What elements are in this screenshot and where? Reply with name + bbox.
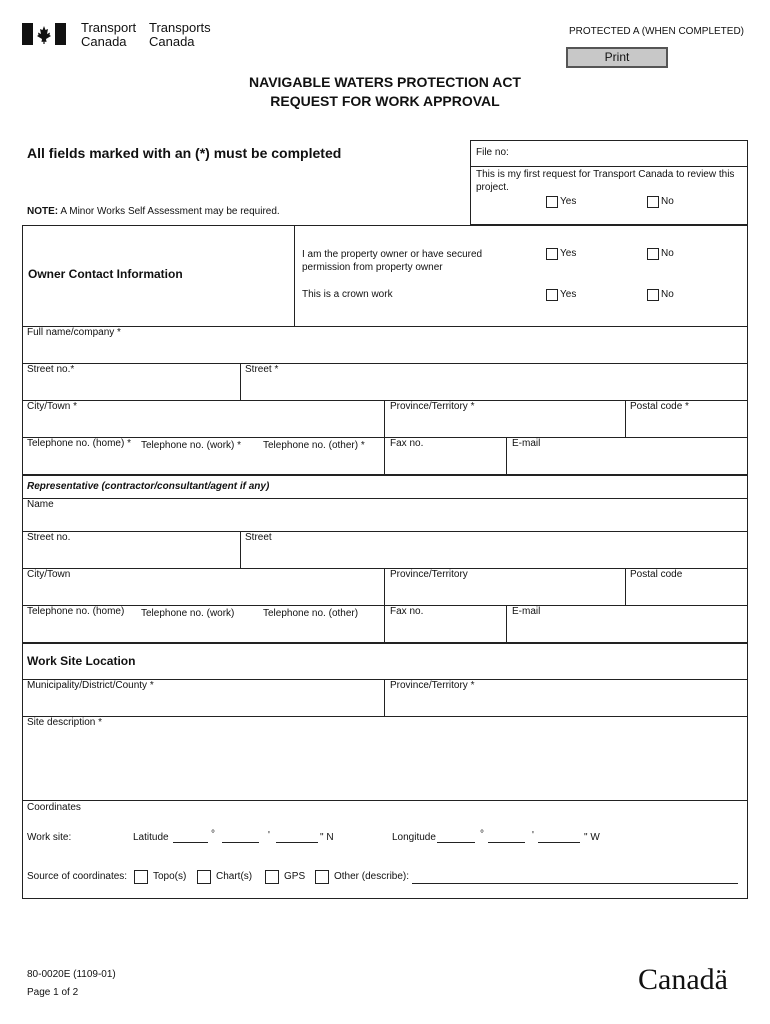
rep-tel-work-label: Telephone no. (work) — [141, 608, 235, 619]
owner-yes-label: Yes — [560, 248, 577, 259]
crown-no-checkbox[interactable] — [647, 289, 659, 301]
rep-fax-input[interactable] — [386, 619, 504, 641]
rep-postal-label: Postal code — [630, 569, 683, 580]
department-name-en-line2: Canada — [81, 34, 127, 49]
owner-contact-heading: Owner Contact Information — [28, 267, 183, 281]
first-request-no-checkbox[interactable] — [647, 196, 659, 208]
latitude-seconds-input[interactable] — [276, 842, 318, 843]
owner-no-checkbox[interactable] — [647, 248, 659, 260]
latitude-degrees-input[interactable] — [173, 842, 208, 843]
rep-city-label: City/Town — [27, 569, 71, 580]
longitude-degree-symbol: ° — [480, 829, 484, 840]
site-province-label: Province/Territory * — [390, 680, 475, 691]
government-flag-icon — [22, 23, 66, 45]
print-button[interactable] — [566, 47, 668, 68]
site-description-textarea[interactable] — [24, 730, 746, 798]
owner-email-input[interactable] — [508, 451, 746, 473]
first-request-yes-label: Yes — [560, 196, 577, 207]
protected-label: PROTECTED A (WHEN COMPLETED) — [568, 26, 744, 37]
owner-postal-label: Postal code * — [630, 401, 689, 412]
coordinates-label: Coordinates — [27, 802, 81, 813]
work-site-coordinates-label: Work site: — [27, 832, 72, 843]
owner-province-label: Province/Territory * — [390, 401, 475, 412]
source-charts-checkbox[interactable] — [197, 870, 211, 884]
form-number: 80-0020E (1109-01) — [27, 969, 116, 980]
rep-email-input[interactable] — [508, 619, 746, 641]
form-title-line1: NAVIGABLE WATERS PROTECTION ACT — [249, 74, 521, 90]
source-charts-label: Chart(s) — [216, 871, 253, 882]
owner-city-input[interactable] — [24, 414, 382, 436]
department-name-fr-line2: Canada — [149, 34, 195, 49]
longitude-minutes-input[interactable] — [488, 842, 525, 843]
rep-email-label: E-mail — [512, 606, 541, 617]
rep-street-input[interactable] — [242, 545, 746, 567]
rep-street-no-input[interactable] — [24, 545, 238, 567]
owner-street-label: Street * — [245, 364, 279, 375]
rep-fax-label: Fax no. — [390, 606, 424, 617]
owner-fax-label: Fax no. — [390, 438, 424, 449]
owner-tel-other-label: Telephone no. (other) * — [263, 440, 365, 451]
rep-province-input[interactable] — [386, 582, 623, 604]
crown-yes-checkbox[interactable] — [546, 289, 558, 301]
site-description-label: Site description * — [27, 717, 103, 728]
crown-work-label: This is a crown work — [302, 289, 393, 300]
owner-no-label: No — [661, 248, 674, 259]
owner-full-name-input[interactable] — [24, 340, 746, 362]
form-title-line2: REQUEST FOR WORK APPROVAL — [270, 93, 500, 109]
longitude-west-label: " W — [584, 832, 600, 843]
longitude-minute-symbol: ' — [532, 830, 534, 841]
department-name-en-line1: Transport — [81, 20, 137, 35]
owner-tel-work-label: Telephone no. (work) * — [141, 440, 242, 451]
work-site-heading: Work Site Location — [27, 654, 136, 668]
site-province-input[interactable] — [386, 693, 746, 715]
owner-street-no-label: Street no.* — [27, 364, 75, 375]
rep-tel-home-input[interactable] — [24, 619, 136, 641]
latitude-minute-symbol: ' — [268, 830, 270, 841]
rep-tel-other-input[interactable] — [260, 621, 382, 641]
file-no-input[interactable] — [520, 142, 745, 164]
form-title — [0, 73, 770, 111]
first-request-no-label: No — [661, 196, 674, 207]
minor-works-note — [27, 206, 280, 218]
rep-city-input[interactable] — [24, 582, 382, 604]
print-button-label: Print — [604, 50, 630, 64]
owner-question-label: I am the property owner or have secured permission from property owner — [302, 249, 483, 273]
rep-postal-input[interactable] — [627, 582, 746, 604]
representative-heading: Representative (contractor/consultant/agent if any) — [27, 481, 270, 492]
file-no-label: File no: — [476, 147, 509, 158]
note-bold-label: NOTE: — [27, 206, 59, 217]
owner-fax-input[interactable] — [386, 451, 504, 473]
municipality-input[interactable] — [24, 693, 382, 715]
crown-yes-label: Yes — [560, 289, 577, 300]
owner-tel-work-input[interactable] — [138, 453, 256, 473]
owner-tel-other-input[interactable] — [260, 453, 382, 473]
note-text: A Minor Works Self Assessment may be required. — [58, 206, 280, 217]
owner-street-input[interactable] — [242, 377, 746, 399]
owner-tel-home-input[interactable] — [24, 451, 136, 473]
rep-province-label: Province/Territory — [390, 569, 468, 580]
source-gps-label: GPS — [284, 871, 306, 882]
rep-tel-home-label: Telephone no. (home) — [27, 606, 125, 617]
owner-email-label: E-mail — [512, 438, 541, 449]
source-topo-checkbox[interactable] — [134, 870, 148, 884]
longitude-label: Longitude — [392, 832, 436, 843]
longitude-seconds-input[interactable] — [538, 842, 580, 843]
owner-street-no-input[interactable] — [24, 377, 238, 399]
owner-tel-home-label: Telephone no. (home) * — [27, 438, 131, 449]
rep-name-input[interactable] — [24, 511, 746, 530]
page-number: Page 1 of 2 — [27, 987, 79, 998]
longitude-degrees-input[interactable] — [437, 842, 475, 843]
latitude-label: Latitude — [133, 832, 169, 843]
source-topo-label: Topo(s) — [153, 871, 187, 882]
owner-full-name-label: Full name/company * — [27, 327, 121, 338]
required-fields-notice: All fields marked with an (*) must be completed — [27, 145, 342, 161]
owner-yes-checkbox[interactable] — [546, 248, 558, 260]
department-name-fr-line1: Transports — [149, 20, 211, 35]
rep-street-no-label: Street no. — [27, 532, 71, 543]
source-gps-checkbox[interactable] — [265, 870, 279, 884]
source-other-input[interactable] — [412, 883, 738, 884]
source-other-label: Other (describe): — [334, 871, 410, 882]
latitude-minutes-input[interactable] — [222, 842, 259, 843]
coordinates-source-label: Source of coordinates: — [27, 871, 128, 882]
latitude-degree-symbol: ° — [211, 829, 215, 840]
owner-province-input[interactable] — [386, 414, 623, 436]
source-other-checkbox[interactable] — [315, 870, 329, 884]
rep-tel-work-input[interactable] — [138, 621, 256, 641]
first-request-yes-checkbox[interactable] — [546, 196, 558, 208]
rep-street-label: Street — [245, 532, 272, 543]
rep-name-label: Name — [27, 499, 54, 510]
first-request-label: This is my first request for Transport Canada to review this project. — [476, 169, 735, 193]
rep-tel-other-label: Telephone no. (other) — [263, 608, 359, 619]
municipality-label: Municipality/District/County * — [27, 680, 154, 691]
owner-city-label: City/Town * — [27, 401, 78, 412]
canada-wordmark: Canadä — [638, 963, 728, 996]
crown-no-label: No — [661, 289, 674, 300]
owner-postal-input[interactable] — [627, 414, 746, 436]
latitude-north-label: " N — [320, 832, 334, 843]
